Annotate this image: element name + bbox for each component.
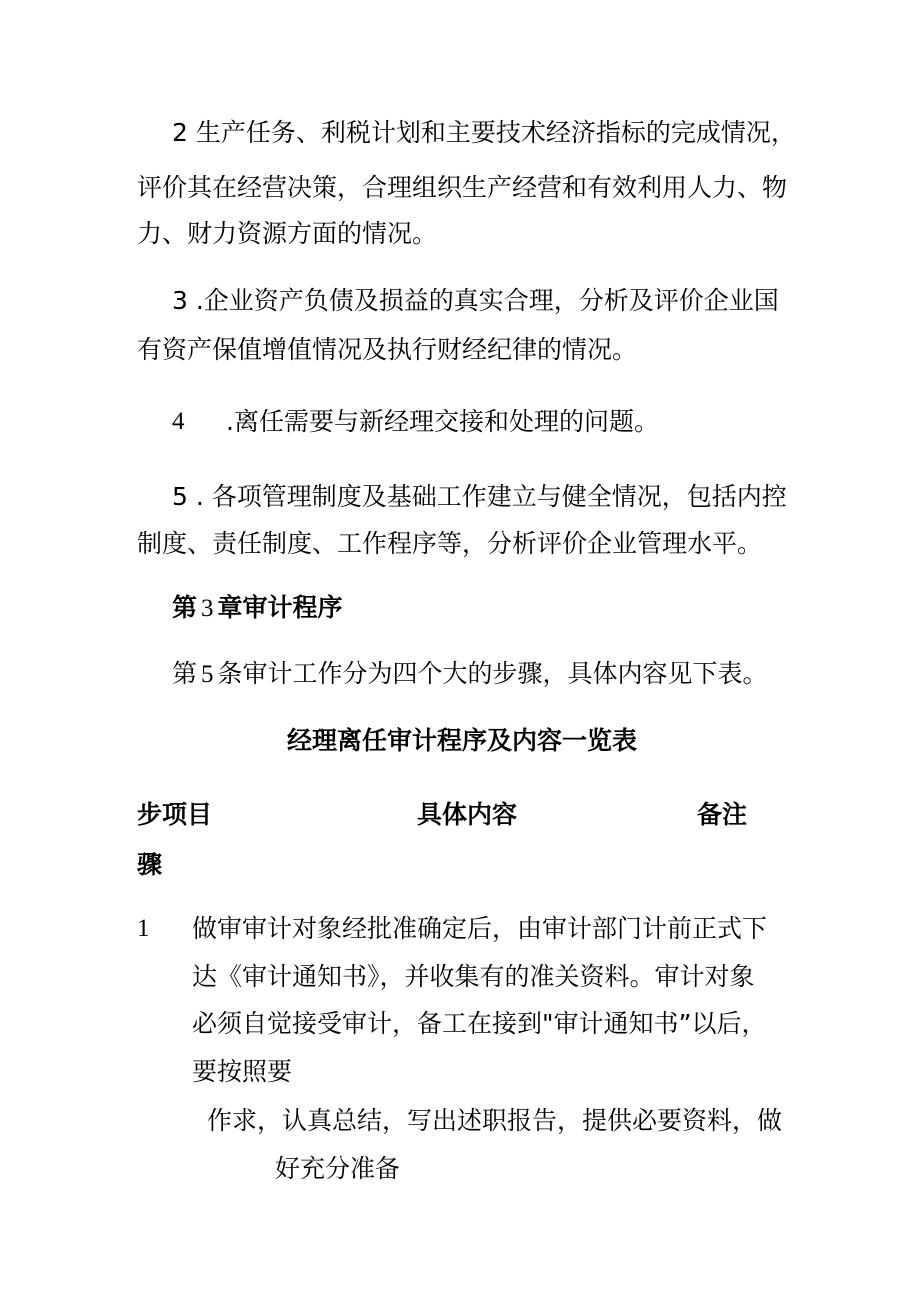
chapter-number: 3 <box>201 595 214 622</box>
article-prefix: 第 <box>172 659 198 688</box>
paragraph-4-line-1: .离任需要与新经理交接和处理的问题。 <box>226 407 659 436</box>
header-content: 具体内容 <box>417 800 518 829</box>
chapter-title: 章审计程序 <box>217 593 343 622</box>
chapter-prefix: 第 <box>172 593 198 622</box>
paragraph-2-line-3: 力、财力资源方面的情况。 <box>137 219 438 248</box>
paragraph-2-line-2: 评价其在经营决策，合理组织生产经营和有效利用人力、物 <box>137 173 788 202</box>
row-content-line-1: 做审审计对象经批准确定后，由审计部门计前正式下 <box>192 914 768 943</box>
paragraph-2-line-1: 2 生产任务、利税计划和主要技术经济指标的完成情况， <box>172 118 796 147</box>
article-5 <box>172 657 768 692</box>
article-text: 条审计工作分为四个大的步骤，具体内容见下表。 <box>217 659 768 688</box>
paragraph-3-line-2: 有资产保值增值情况及执行财经纪律的情况。 <box>137 335 638 364</box>
row-content-line-4: 要按照要 <box>192 1057 293 1086</box>
chapter-heading <box>172 591 343 626</box>
paragraph-4-number: 4 <box>172 408 185 435</box>
row-continuation-line-2: 好充分准备 <box>275 1154 401 1183</box>
paragraph-5-line-2: 制度、责任制度、工作程序等，分析评价企业管理水平。 <box>137 529 763 558</box>
header-step-line-2: 骤 <box>137 850 163 879</box>
header-note: 备注 <box>697 800 748 829</box>
row-step-number: 1 <box>137 915 150 942</box>
paragraph-3-line-1: 3 .企业资产负债及损益的真实合理，分析及评价企业国 <box>172 286 779 315</box>
table-title: 经理离任审计程序及内容一览表 <box>287 726 638 755</box>
article-number: 5 <box>201 661 214 688</box>
row-content-line-2: 达《审计通知书》，并收集有的准关资料。审计对象 <box>192 962 755 991</box>
row-content-line-3: 必须自觉接受审计，备工在接到"审计通知书”以后， <box>192 1009 767 1038</box>
header-step-item: 步项目 <box>137 800 213 829</box>
row-continuation-line-1: 作求，认真总结，写出述职报告，提供必要资料，做 <box>207 1106 783 1135</box>
paragraph-5-line-1: 5 . 各项管理制度及基础工作建立与健全情况，包括内控 <box>172 482 787 511</box>
